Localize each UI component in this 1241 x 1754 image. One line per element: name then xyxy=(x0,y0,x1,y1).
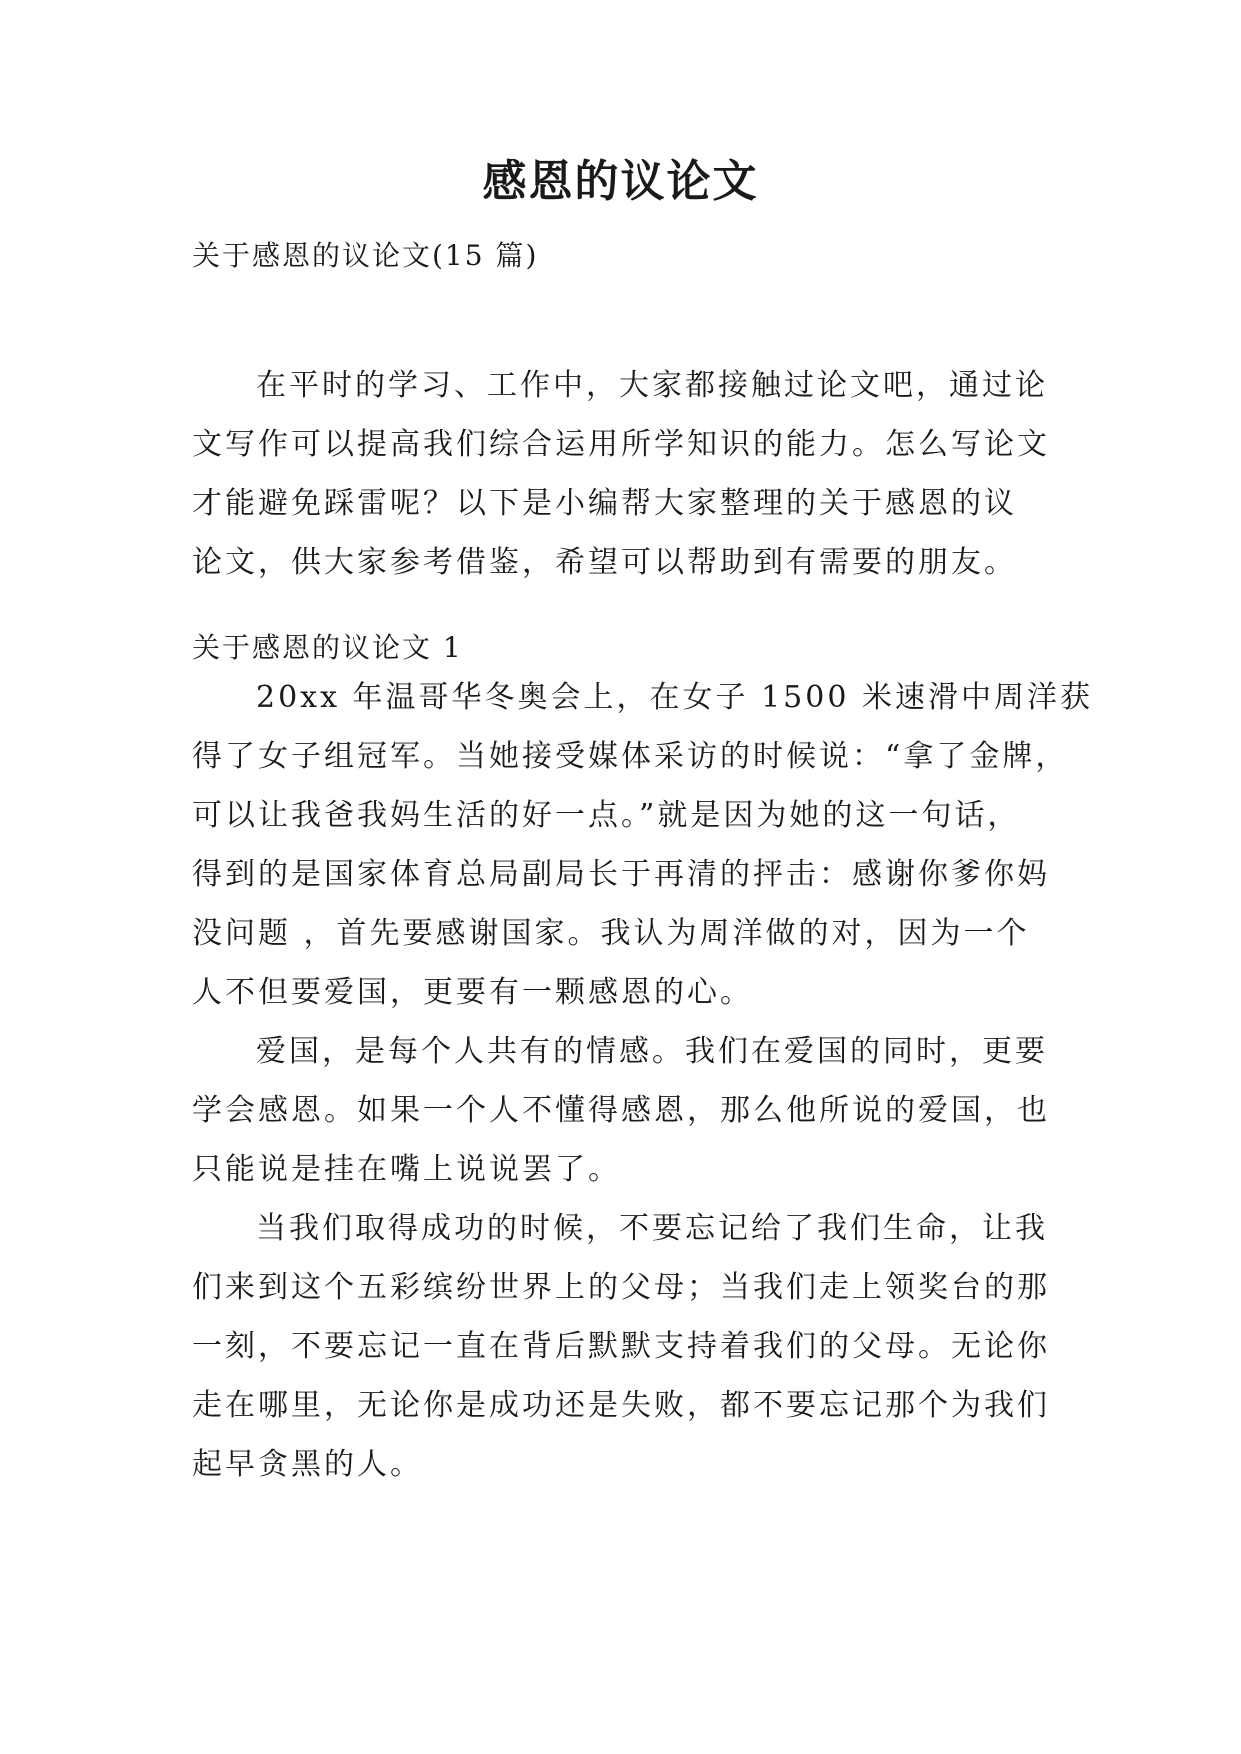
paragraph-2 xyxy=(192,1022,1052,1199)
paragraph-line: 人不但要爱国，更要有一颗感恩的心。 xyxy=(192,975,753,1010)
intro-paragraph xyxy=(192,356,1052,592)
paragraph-line: 20xx 年温哥华冬奥会上，在女子 1500 米速滑中周洋获 xyxy=(256,680,1093,715)
document-subtitle: 关于感恩的议论文(15 篇) xyxy=(192,239,539,272)
paragraph-line: 走在哪里，无论你是成功还是失败，都不要忘记那个为我们 xyxy=(192,1388,1050,1423)
document-title: 感恩的议论文 xyxy=(482,156,759,207)
paragraph-line: 只能说是挂在嘴上说说罢了。 xyxy=(192,1152,621,1187)
paragraph-line: 得到的是国家体育总局副局长于再清的抨击：感谢你爹你妈 xyxy=(192,857,1050,892)
intro-line: 论文，供大家参考借鉴，希望可以帮助到有需要的朋友。 xyxy=(192,545,1017,580)
paragraph-line: 们来到这个五彩缤纷世界上的父母；当我们走上领奖台的那 xyxy=(192,1270,1050,1305)
paragraph-1 xyxy=(192,668,1093,1022)
paragraph-3 xyxy=(192,1199,1052,1494)
section-heading: 关于感恩的议论文 1 xyxy=(192,631,463,664)
intro-line: 才能避免踩雷呢？以下是小编帮大家整理的关于感恩的议 xyxy=(192,486,1017,521)
paragraph-line: 没问题 ，首先要感谢国家。我认为周洋做的对，因为一个 xyxy=(192,916,1030,951)
paragraph-line: 当我们取得成功的时候，不要忘记给了我们生命，让我 xyxy=(256,1211,1048,1246)
intro-line: 在平时的学习、工作中，大家都接触过论文吧，通过论 xyxy=(256,368,1048,403)
paragraph-line: 得了女子组冠军。当她接受媒体采访的时候说：“拿了金牌， xyxy=(192,739,1069,774)
paragraph-line: 爱国，是每个人共有的情感。我们在爱国的同时，更要 xyxy=(256,1034,1048,1069)
paragraph-line: 学会感恩。如果一个人不懂得感恩，那么他所说的爱国，也 xyxy=(192,1093,1050,1128)
intro-line: 文写作可以提高我们综合运用所学知识的能力。怎么写论文 xyxy=(192,427,1050,462)
paragraph-line: 起早贪黑的人。 xyxy=(192,1447,423,1482)
paragraph-line: 可以让我爸我妈生活的好一点。”就是因为她的这一句话， xyxy=(192,798,1021,833)
paragraph-line: 一刻，不要忘记一直在背后默默支持着我们的父母。无论你 xyxy=(192,1329,1050,1364)
